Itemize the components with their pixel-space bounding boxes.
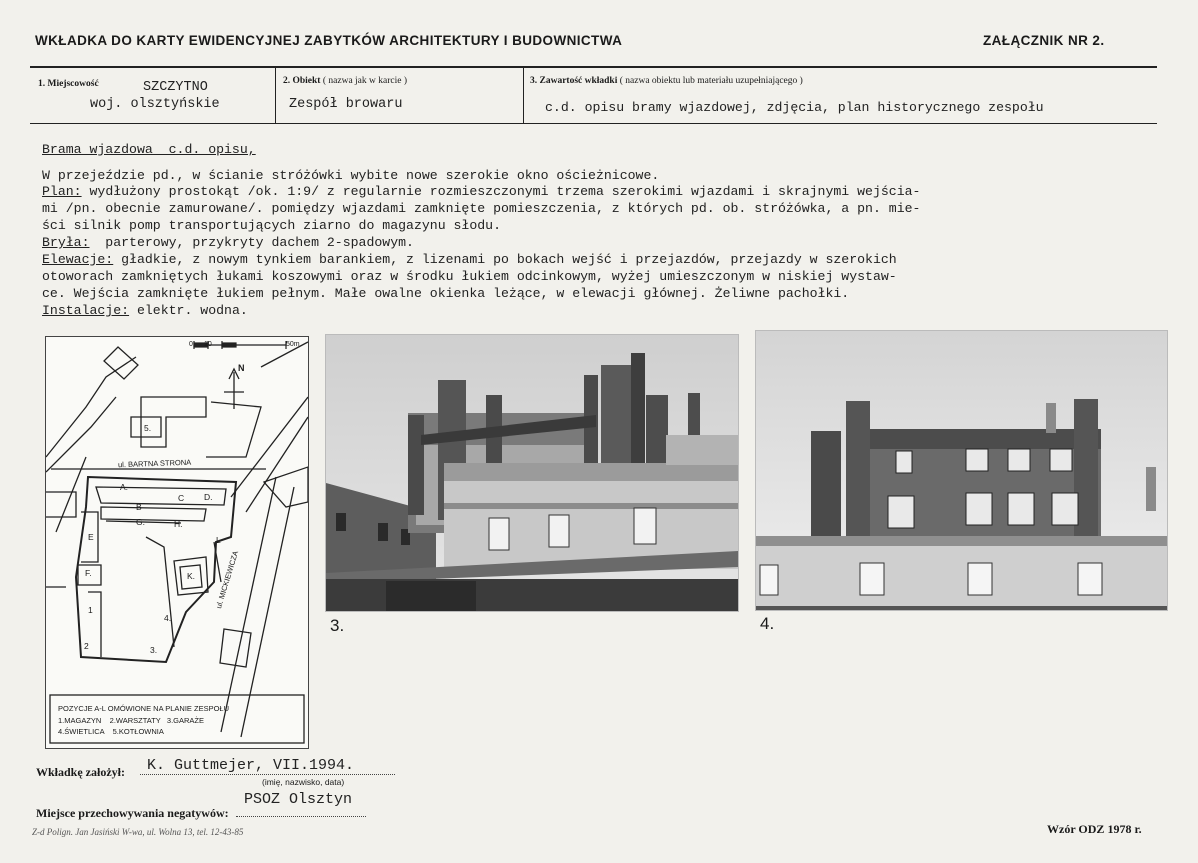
content-value: c.d. opisu bramy wjazdowej, zdjęcia, plan historycznego zespołu [545, 100, 1044, 115]
plan-letter-l: L [216, 535, 221, 545]
description-heading: Brama wjazdowa c.d. opisu, [42, 142, 256, 157]
instalacje-text: elektr. wodna. [129, 303, 248, 318]
description-line-5 [42, 235, 414, 250]
card-title: WKŁADKA DO KARTY EWIDENCYJNEJ ZABYTKÓW ARCHITEKTURY I BUDOWNICTWA [35, 33, 623, 48]
plan-label: Plan: [42, 184, 82, 199]
table-bottom-rule [30, 123, 1157, 124]
scale-label-50: 50m [286, 341, 300, 348]
column-divider [275, 67, 276, 124]
north-label: N [238, 363, 245, 373]
author-label: Wkładkę założył: [36, 765, 125, 779]
object-label [283, 76, 407, 86]
negatives-value: PSOZ Olsztyn [244, 791, 353, 808]
description-line-2 [42, 184, 920, 199]
author-note: (imię, nazwisko, data) [262, 777, 345, 787]
description-line-4: ści silnik pomp transportujących ziarno do magazynu słodu. [42, 218, 501, 233]
negatives-dotted-line [236, 816, 366, 817]
voivodeship-value: woj. olsztyńskie [90, 97, 220, 112]
plan-number-5: 5. [144, 423, 152, 433]
plan-letter-d: D. [204, 492, 213, 502]
plan-letter-k: K. [187, 571, 196, 581]
content-label-note: ( nazwa obiektu lub materiału uzupełniającego ) [619, 76, 803, 86]
description-line-8: ce. Wejścia zamknięte łukiem pełnym. Małe owalne okienka leżące, w elewacji głównej. Żeliwne pachołki. [42, 286, 850, 301]
plan-letter-e: E [88, 532, 94, 542]
description-line-3: mi /pn. obecnie zamurowane/. pomiędzy wjazdami zamknięte pomieszczenia, z których pd. ob. stróżówka, a pn. mie- [42, 201, 921, 216]
plan-number-4: 4. [164, 613, 172, 623]
photo-3 [325, 334, 739, 612]
content-label-num: 3. Zawartość wkładki [530, 76, 618, 86]
plan-letter-f: F. [85, 568, 92, 578]
printer-imprint: Z-d Polign. Jan Jasiński W-wa, ul. Wolna 13, tel. 12-43-85 [32, 827, 244, 837]
plan-text: wydłużony prostokąt /ok. 1:9/ z regularnie rozmieszczonymi trzema szerokimi wjazdami i skrajnymi wejścia- [81, 184, 921, 199]
plan-letter-b: B [136, 502, 142, 512]
locality-label: 1. Miejscowość [38, 79, 99, 89]
street-mickiewicza: ul. MICKIEWICZA [214, 549, 241, 610]
column-divider [523, 67, 524, 124]
locality-value: SZCZYTNO [143, 80, 208, 95]
photo-4-image [756, 331, 1167, 610]
site-plan [45, 336, 309, 749]
site-plan-drawing [46, 337, 308, 748]
description-line-9 [42, 303, 248, 318]
author-dotted-line [140, 774, 395, 775]
photo-3-caption: 3. [330, 616, 345, 635]
photo-4 [755, 330, 1168, 611]
scale-label-0: 0 [189, 341, 193, 348]
author-value: K. Guttmejer, VII.1994. [147, 757, 355, 774]
negatives-label: Miejsce przechowywania negatywów: [36, 806, 229, 820]
plan-legend-title: POZYCJE A-L OMÓWIONE NA PLANIE ZESPOŁU [58, 704, 230, 713]
annex-number: ZAŁĄCZNIK NR 2. [983, 33, 1105, 48]
form-designation: Wzór ODZ 1978 r. [1047, 822, 1142, 836]
object-label-num: 2. Obiekt [283, 76, 321, 86]
plan-legend-row-1: 1.MAGAZYN 2.WARSZTATY 3.GARAŻE [58, 716, 204, 725]
object-label-note: ( nazwa jak w karcie ) [322, 76, 407, 86]
bryla-label: Bryła: [42, 235, 90, 250]
plan-letter-g: G. [136, 517, 145, 527]
plan-number-1: 1 [88, 605, 93, 615]
photo-4-caption: 4. [760, 614, 775, 633]
photo-3-image [326, 335, 738, 611]
plan-letter-c: C [178, 493, 185, 503]
instalacje-label: Instalacje: [42, 303, 130, 318]
plan-legend-row-2: 4.ŚWIETLICA 5.KOTŁOWNIA [58, 727, 164, 736]
elewacje-text: gładkie, z nowym tynkiem barankiem, z lizenami po bokach wejść i przejazdów, przejazdy w szerokich [113, 252, 897, 267]
plan-letter-a: A. [120, 482, 129, 492]
plan-number-3: 3. [150, 645, 158, 655]
street-bartna-strona: ul. BARTNA STRONA [117, 457, 192, 470]
description-line-7: otoworach zamkniętych łukami koszowymi oraz w środku łukiem odcinkowym, wyżej umieszczonym w niskiej wystaw- [42, 269, 897, 284]
plan-number-2: 2 [84, 641, 89, 651]
description-line-6 [42, 252, 897, 267]
object-value: Zespół browaru [289, 97, 403, 112]
content-label [530, 76, 803, 86]
description-line-1: W przejeździe pd., w ścianie stróżówki wybite nowe szerokie okno ościeżnicowe. [42, 168, 660, 183]
bryla-text: parterowy, przykryty dachem 2-spadowym. [89, 235, 414, 250]
plan-letter-h: H. [174, 519, 183, 529]
scale-label-10: 10 [204, 341, 212, 348]
elewacje-label: Elewacje: [42, 252, 114, 267]
table-top-rule [30, 66, 1157, 68]
